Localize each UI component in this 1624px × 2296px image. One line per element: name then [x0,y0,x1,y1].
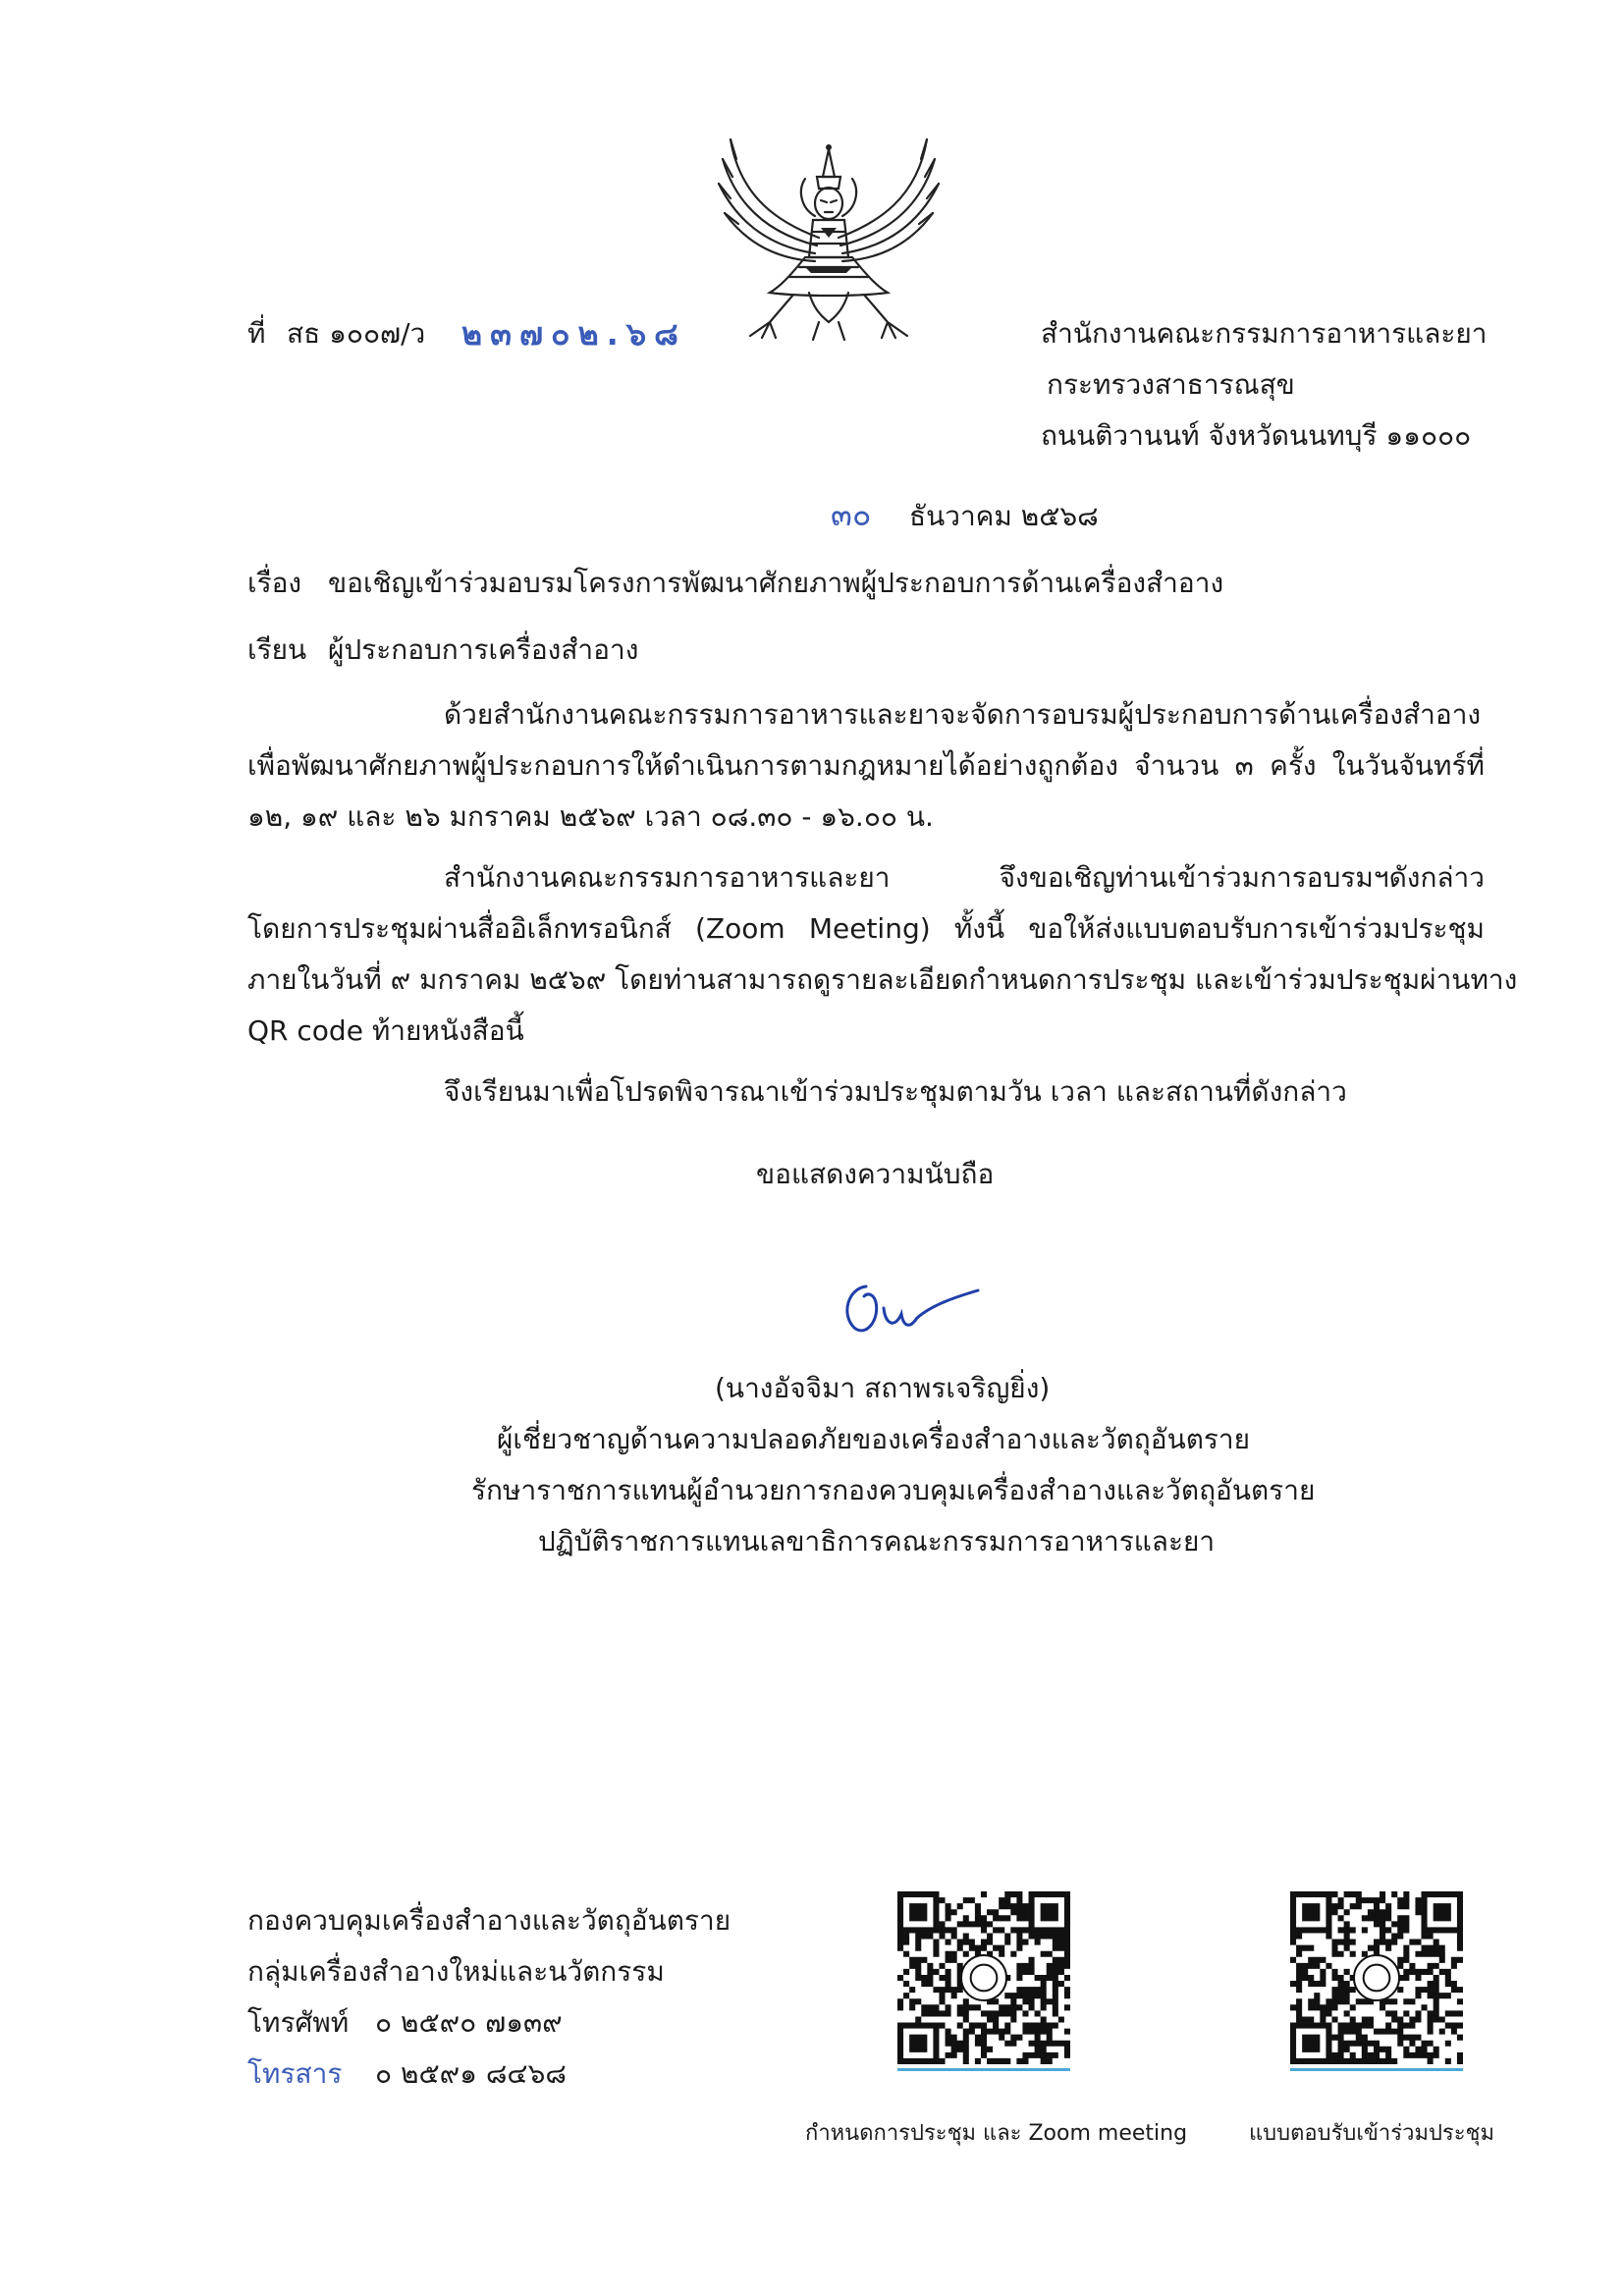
qr-caption-schedule: กำหนดการประชุม และ Zoom meeting [805,2121,1188,2146]
qr-caption-response: แบบตอบรับเข้าร่วมประชุม [1249,2121,1494,2146]
ref-label: ที่ [247,317,266,350]
garuda-emblem-icon [711,130,947,348]
qr-code-icon[interactable] [897,1891,1070,2064]
qr-underline [1290,2068,1463,2071]
body-p1-line-3: ๑๒, ๑๙ และ ๒๖ มกราคม ๒๕๖๙ เวลา ๐๘.๓๐ - ๑๖.๐๐ น. [247,800,934,833]
office-line-2: กระทรวงสาธารณสุข [1047,368,1295,401]
footer-group: กลุ่มเครื่องสำอางใหม่และนวัตกรรม [247,1955,665,1988]
subject-label: เรื่อง [247,567,302,599]
footer-phone-label: โทรศัพท์ [247,2006,350,2039]
footer-fax-label: โทรสาร [247,2057,343,2090]
recipient-text: ผู้ประกอบการเครื่องสำอาง [328,633,639,666]
signer-title-2: รักษาราชการแทนผู้อำนวยการกองควบคุมเครื่องสำอางและวัตถุอันตราย [471,1474,1316,1506]
signer-name: (นางอัจจิมา สถาพรเจริญยิ่ง) [715,1372,1051,1404]
ref-stamp: ๒๓๗๐๒.๖๘ [461,315,686,353]
footer-phone: ๐ ๒๕๙๐ ๗๑๓๙ [375,2006,563,2039]
office-line-3: ถนนติวานนท์ จังหวัดนนทบุรี ๑๑๐๐๐ [1041,419,1472,452]
body-paragraph-1 [247,689,1485,843]
signer-title-3: ปฏิบัติราชการแทนเลขาธิการคณะกรรมการอาหารและยา [538,1525,1216,1558]
date-day: ๓๐ [831,496,872,533]
recipient-label: เรียน [247,633,307,666]
body-p2-line-3: ภายในวันที่ ๙ มกราคม ๒๕๖๙ โดยท่านสามารถดูรายละเอียดกำหนดการประชุม และเข้าร่วมประชุมผ่านทาง [247,963,1518,996]
office-line-1: สำนักงานคณะกรรมการอาหารและยา [1041,317,1488,350]
body-p2-line-1: สำนักงานคณะกรรมการอาหารและยา จึงขอเชิญท่านเข้าร่วมการอบรมฯดังกล่าว [444,861,1485,894]
body-p2-line-2: โดยการประชุมผ่านสื่ออิเล็กทรอนิกส์ (Zoom Meeting) ทั้งนี้ ขอให้ส่งแบบตอบรับการเข้าร่วมประชุม [247,912,1485,945]
subject-text: ขอเชิญเข้าร่วมอบรมโครงการพัฒนาศักยภาพผู้ประกอบการด้านเครื่องสำอาง [328,567,1224,599]
closing: ขอแสดงความนับถือ [756,1158,995,1190]
body-paragraph-2 [247,852,1518,1057]
handwritten-signature-icon [831,1275,988,1353]
qr-underline [897,2068,1070,2071]
signer-title-1: ผู้เชี่ยวชาญด้านความปลอดภัยของเครื่องสำอางและวัตถุอันตราย [497,1423,1251,1455]
body-p1-line-1: ด้วยสำนักงานคณะกรรมการอาหารและยาจะจัดการอบรมผู้ประกอบการด้านเครื่องสำอาง [444,698,1482,731]
date-rest: ธันวาคม ๒๕๖๘ [909,500,1099,532]
footer-fax: ๐ ๒๕๙๑ ๘๔๖๘ [375,2057,567,2090]
body-p2-line-4: QR code ท้ายหนังสือนี้ [247,1014,524,1047]
body-p1-line-2: เพื่อพัฒนาศักยภาพผู้ประกอบการให้ดำเนินการตามกฎหมายได้อย่างถูกต้อง จำนวน ๓ ครั้ง ในวันจันทร์ที่ [247,749,1485,782]
body-paragraph-3: จึงเรียนมาเพื่อโปรดพิจารณาเข้าร่วมประชุมตามวัน เวลา และสถานที่ดังกล่าว [444,1075,1347,1108]
ref-number: สธ ๑๐๐๗/ว [287,317,426,350]
footer-division: กองควบคุมเครื่องสำอางและวัตถุอันตราย [247,1904,731,1937]
qr-code-icon[interactable] [1290,1891,1463,2064]
